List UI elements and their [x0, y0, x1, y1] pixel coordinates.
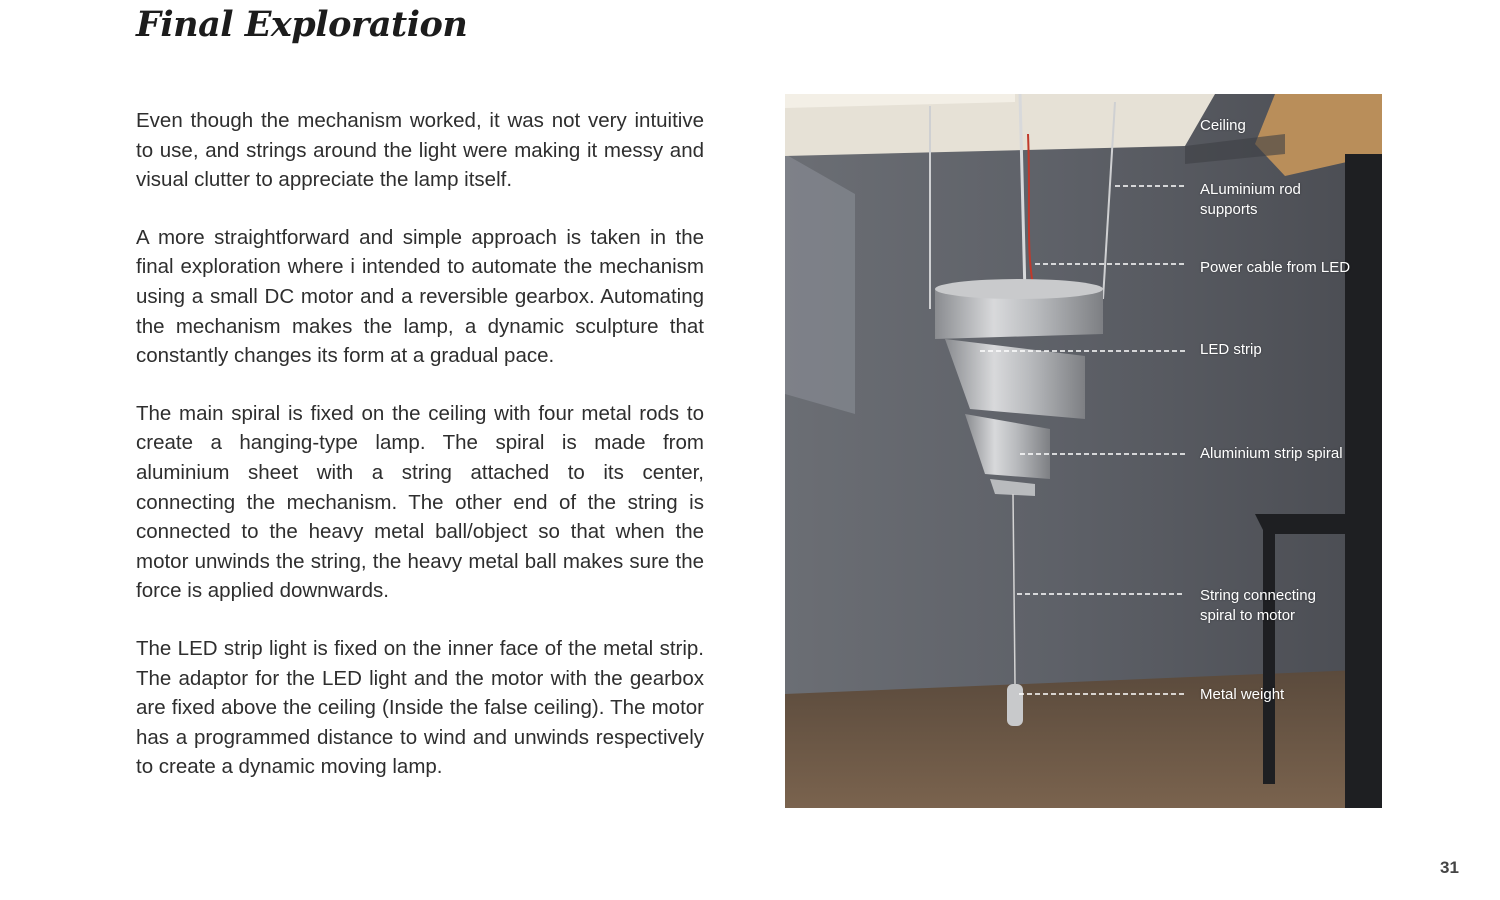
body-text [136, 106, 704, 810]
annotation-rod-supports [1200, 180, 1301, 220]
annotation-power-cable: Power cable from LED [1200, 259, 1351, 276]
page-title: Final Exploration [136, 4, 468, 45]
annotation-ceiling: Ceiling [1200, 117, 1246, 134]
annotation-rod-supports-line2: supports [1200, 201, 1258, 218]
paragraph-3: The main spiral is fixed on the ceiling with four metal rods to create a hanging-type lamp. The spiral is made from aluminium sheet with a string attached to its center, connecting the mechanism. The other end of the string is connected to the heavy metal ball/object so that when the motor unwinds the string, the heavy metal ball makes sure the force is applied downwards. [136, 401, 704, 603]
annotation-weight: Metal weight [1200, 686, 1285, 703]
annotation-led-strip: LED strip [1200, 341, 1262, 358]
lamp-photo [785, 94, 1382, 808]
paragraph-1: Even though the mechanism worked, it was not very intuitive to use, and strings around the light were making it messy and visual clutter to appreciate the lamp itself. [136, 109, 704, 192]
page-number: 31 [1440, 858, 1459, 877]
annotation-string [1200, 586, 1316, 626]
annotation-string-line2: spiral to motor [1200, 607, 1296, 624]
annotation-spiral: Aluminium strip spiral [1200, 445, 1343, 462]
paragraph-2: A more straightforward and simple approach is taken in the final exploration where i intended to automate the mechanism using a small DC motor and a reversible gearbox. Automating the mechanism makes the lamp, a dynamic sculpture that constantly changes its form at a gradual pace. [136, 225, 704, 368]
annotation-rod-supports-line1: ALuminium rod [1200, 181, 1301, 198]
annotation-string-line1: String connecting [1200, 587, 1316, 604]
paragraph-4: The LED strip light is fixed on the inner face of the metal strip. The adaptor for the LED light and the motor with the gearbox are fixed above the ceiling (Inside the false ceiling). The motor has a programmed distance to wind and unwinds respectively to create a dynamic moving lamp. [136, 636, 704, 779]
